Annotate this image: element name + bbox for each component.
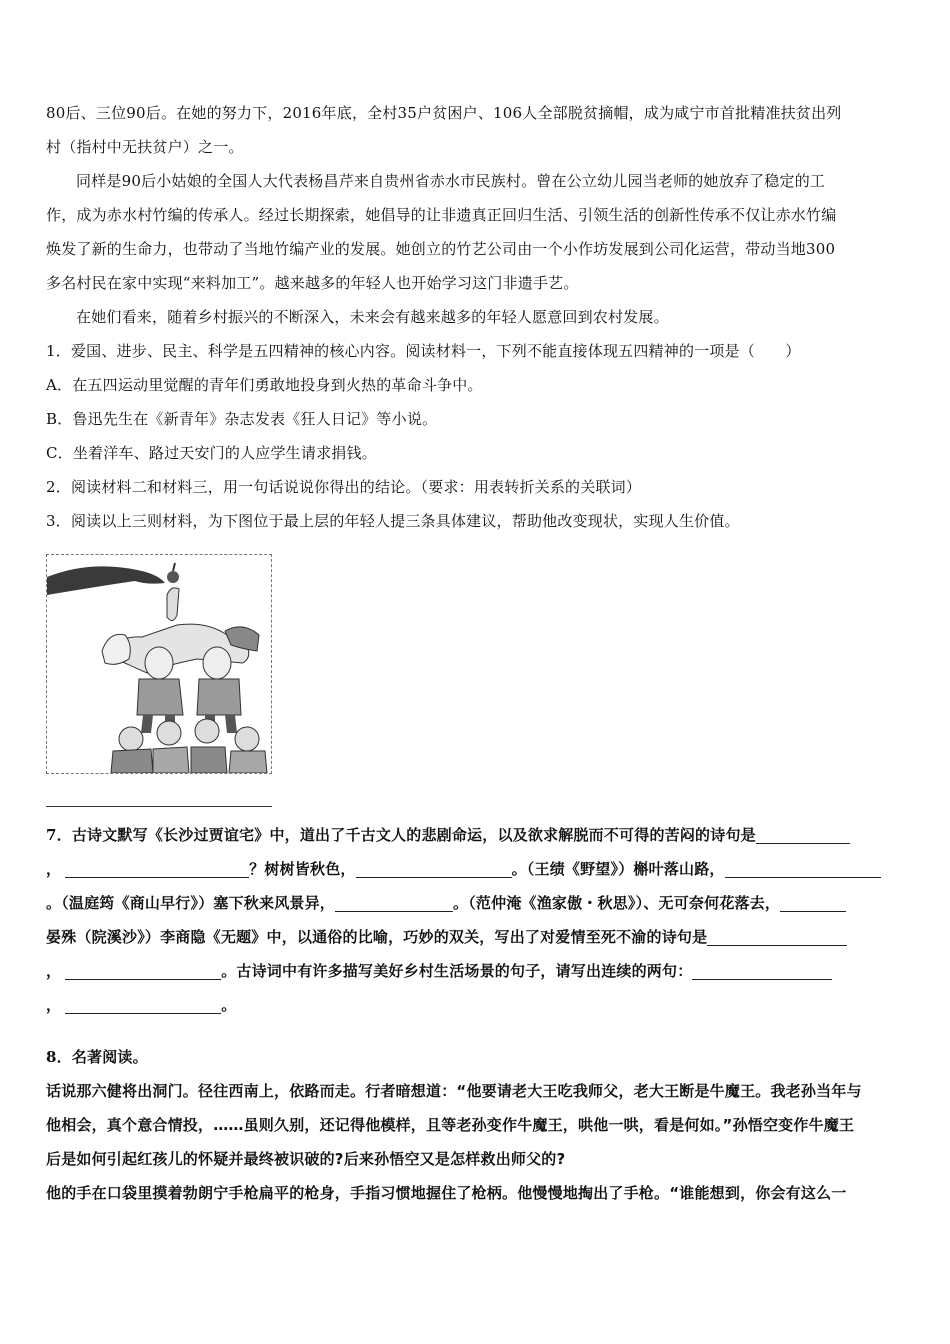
passage-para3: 在她们看来，随着乡村振兴的不断深入，未来会有越来越多的年轻人愿意回到农村发展。	[76, 308, 669, 326]
passage-line-2: 村（指村中无扶贫户）之一。	[46, 138, 244, 156]
q8-line-2: 他相会，真个意合情投，……虽则久别，还记得他模样，且等老孙变作牛魔王，哄他一哄，看是何如。”孙悟空变作牛魔王	[46, 1116, 855, 1134]
passage-line-1: 80后、三位90后。在她的努力下，2016年底，全村35户贫困户、106人全部脱贫摘帽，成为咸宁市首批精准扶贫出列	[46, 104, 842, 122]
blank[interactable]	[756, 825, 850, 844]
blank[interactable]	[707, 927, 847, 946]
cartoon-illustration	[46, 554, 272, 774]
question-7	[46, 818, 906, 1022]
answer-line[interactable]	[46, 806, 272, 807]
passage-para2-line-2: 作，成为赤水村竹编的传承人。经过长期探索，她倡导的让非遗真正回归生活、引领生活的创新性传承不仅让赤水竹编	[46, 206, 837, 224]
blank[interactable]	[692, 961, 832, 980]
document-body	[46, 96, 906, 538]
question-3: 3．阅读以上三则材料，为下图位于最上层的年轻人提三条具体建议，帮助他改变现状，实现人生价值。	[46, 512, 740, 530]
question-8	[46, 1040, 906, 1210]
passage-para2-line-1: 同样是90后小姑娘的全国人大代表杨昌芹来自贵州省赤水市民族村。曾在公立幼儿园当老师的她放弃了稳定的工	[76, 172, 826, 190]
blank[interactable]	[725, 859, 881, 878]
cartoon-drawing	[47, 555, 271, 773]
option-c: C．坐着洋车、路过天安门的人应学生请求捐钱。	[46, 444, 377, 462]
q8-title: 8．名著阅读。	[46, 1048, 148, 1066]
q7-line-5: ， 。古诗词中有许多描写美好乡村生活场景的句子，请写出连续的两句：	[46, 954, 906, 988]
question-1: 1．爱国、进步、民主、科学是五四精神的核心内容。阅读材料一，下列不能直接体现五四精神的一项是（ ）	[46, 342, 801, 360]
q8-line-3: 后是如何引起红孩儿的怀疑并最终被识破的?后来孙悟空又是怎样救出师父的?	[46, 1150, 566, 1168]
question-2: 2．阅读材料二和材料三，用一句话说说你得出的结论。（要求：用表转折关系的关联词）	[46, 478, 642, 496]
q7-line-1: 7．古诗文默写《长沙过贾谊宅》中，道出了千古文人的悲剧命运，以及欲求解脱而不可得的苦闷的诗句是	[46, 818, 906, 852]
q7-line-3: 。（温庭筠《商山早行》）塞下秋来风景异， 。（范仲淹《渔家傲・秋思》）、无可奈何花落去，	[46, 886, 906, 920]
blank[interactable]	[780, 893, 846, 912]
option-b: B．鲁迅先生在《新青年》杂志发表《狂人日记》等小说。	[46, 410, 438, 428]
q8-line-1: 话说那六健将出洞门。径往西南上，依路而走。行者暗想道：“他要请老大王吃我师父，老大王断是牛魔王。我老孙当年与	[46, 1082, 862, 1100]
blank[interactable]	[356, 859, 512, 878]
blank[interactable]	[65, 995, 221, 1014]
q7-line-2: ， ？树树皆秋色， 。（王绩《野望》）槲叶落山路，	[46, 852, 906, 886]
blank[interactable]	[335, 893, 453, 912]
passage-para2-line-3: 焕发了新的生命力，也带动了当地竹编产业的发展。她创立的竹艺公司由一个小作坊发展到公司化运营，带动当地300	[46, 240, 836, 258]
passage-para2-line-4: 多名村民在家中实现“来料加工”。越来越多的年轻人也开始学习这门非遗手艺。	[46, 274, 579, 292]
blank[interactable]	[65, 961, 221, 980]
blank[interactable]	[65, 859, 249, 878]
q7-line-6: ， 。	[46, 996, 237, 1014]
q7-line-4: 晏殊（院溪沙》）李商隐《无题》中，以通俗的比喻，巧妙的双关，写出了对爱情至死不渝的诗句是	[46, 920, 906, 954]
q8-line-4: 他的手在口袋里摸着勃朗宁手枪扁平的枪身，手指习惯地握住了枪柄。他慢慢地掏出了手枪。“谁能想到，你会有这么一	[46, 1184, 847, 1202]
option-a: A．在五四运动里觉醒的青年们勇敢地投身到火热的革命斗争中。	[46, 376, 483, 394]
